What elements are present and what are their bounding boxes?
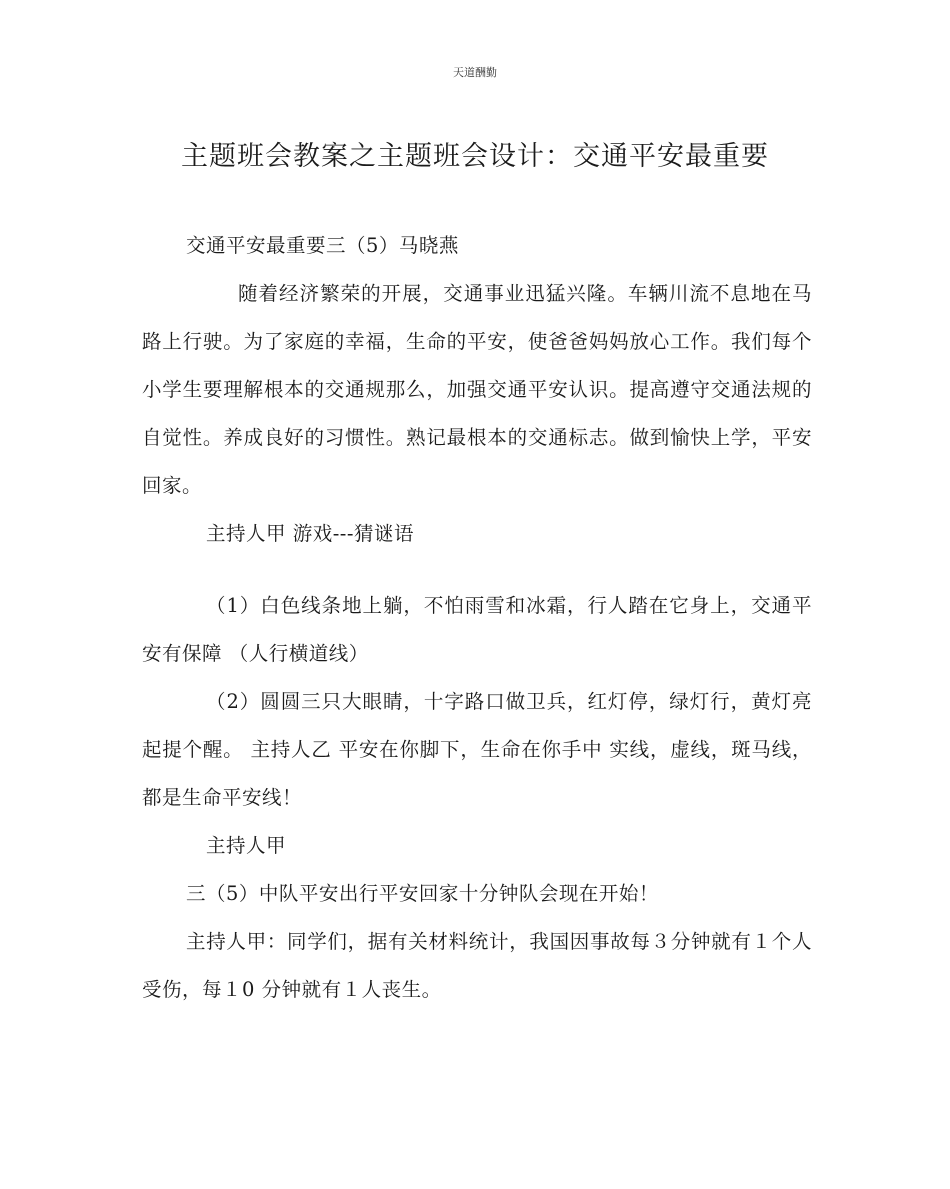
document-body bbox=[142, 222, 812, 1014]
host-a-label: 主持人甲 bbox=[206, 834, 287, 857]
document-title: 主题班会教案之主题班会设计：交通平安最重要 bbox=[181, 141, 769, 172]
riddle-1-paragraph: （1）白色线条地上躺，不怕雨雪和冰霜，行人踏在它身上，交通平安有保障 （人行横道线） bbox=[142, 594, 812, 665]
intro-paragraph: 随着经济繁荣的开展，交通事业迅猛兴隆。车辆川流不息地在马路上行驶。为了家庭的幸福，生命的平安，使爸爸妈妈放心工作。我们每个小学生要理解根本的交通规那么，加强交通平安认识。提高遵守交通法规的自觉性。养成良好的习惯性。熟记最根本的交通标志。做到愉快上学，平安回家。 bbox=[142, 282, 812, 497]
statistics-paragraph: 主持人甲：同学们，据有关材料统计，我国因事故每３分钟就有１个人受伤，每１0 分钟就有１人丧生。 bbox=[142, 930, 812, 1001]
meeting-start-line: 三（5）中队平安出行平安回家十分钟队会现在开始！ bbox=[186, 882, 659, 905]
host-a-game-heading: 主持人甲 游戏---猜谜语 bbox=[206, 522, 414, 545]
page-header: 天道酬勤 bbox=[453, 66, 497, 79]
riddle-2-paragraph: （2）圆圆三只大眼睛，十字路口做卫兵，红灯停，绿灯行，黄灯亮起提个醒。 主持人乙 平安在你脚下，生命在你手中 实线，虚线，斑马线，都是生命平安线！ bbox=[142, 690, 812, 809]
author-line: 交通平安最重要三（5）马晓燕 bbox=[186, 234, 459, 257]
